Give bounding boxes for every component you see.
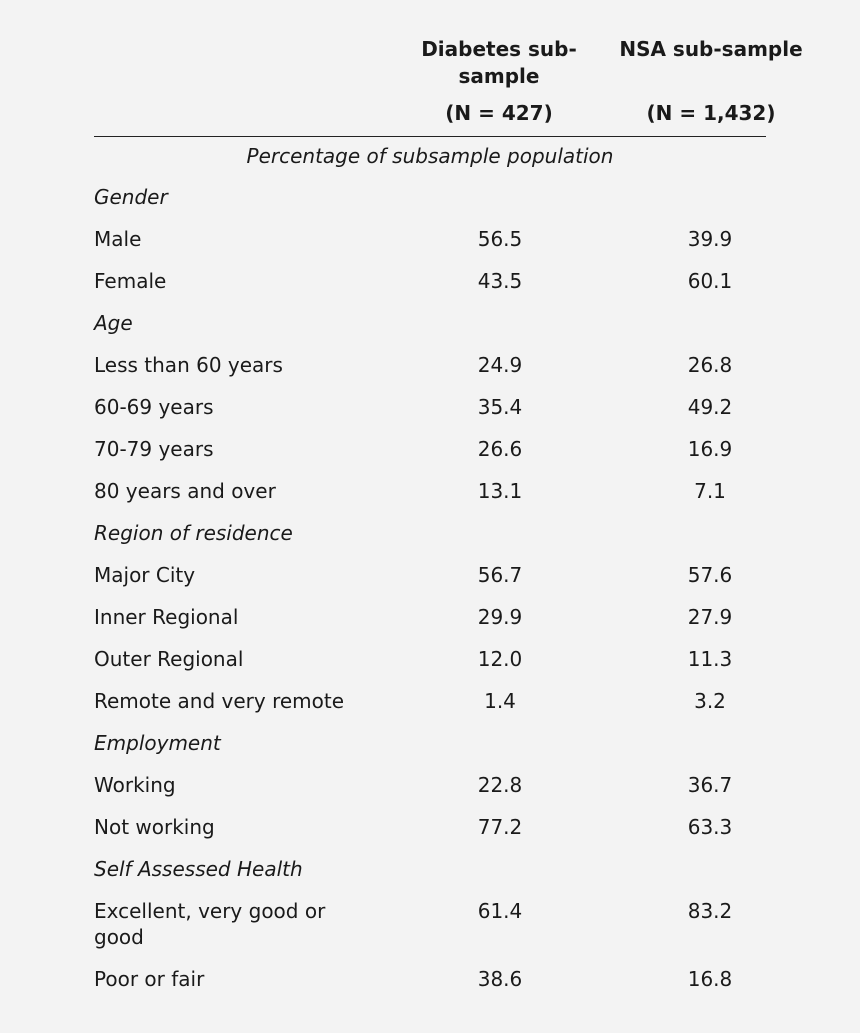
section-heading-row — [94, 310, 766, 352]
table-body — [94, 184, 766, 1008]
cell-nsa: 11.3 — [687, 647, 733, 671]
cell-diabetes: 38.6 — [477, 967, 523, 991]
column-n-nsa: (N = 1,432) — [646, 101, 776, 125]
data-table — [94, 0, 803, 991]
column-n-diabetes: (N = 427) — [445, 101, 553, 125]
table-header — [94, 0, 803, 137]
cell-diabetes: 24.9 — [477, 353, 523, 377]
row-label: Remote and very remote — [94, 689, 345, 713]
table-row — [94, 688, 766, 730]
section-heading-row — [94, 856, 766, 898]
row-label: Female — [94, 269, 167, 293]
section-heading: Age — [94, 311, 133, 335]
section-heading: Self Assessed Health — [94, 857, 303, 881]
cell-diabetes: 61.4 — [477, 899, 523, 923]
table-row — [94, 966, 766, 1008]
column-header-diabetes — [404, 36, 594, 125]
table-row — [94, 646, 766, 688]
row-label: Male — [94, 227, 142, 251]
cell-nsa: 83.2 — [687, 899, 733, 923]
cell-nsa: 3.2 — [694, 689, 726, 713]
cell-diabetes: 22.8 — [477, 773, 523, 797]
cell-diabetes: 13.1 — [477, 479, 523, 503]
row-label: Excellent, very good or good — [94, 899, 326, 949]
row-label: Less than 60 years — [94, 353, 283, 377]
cell-nsa: 36.7 — [687, 773, 733, 797]
cell-diabetes: 43.5 — [477, 269, 523, 293]
cell-diabetes: 35.4 — [477, 395, 523, 419]
cell-diabetes: 29.9 — [477, 605, 523, 629]
cell-nsa: 16.8 — [687, 967, 733, 991]
table-row — [94, 898, 766, 966]
column-title-diabetes: Diabetes sub-sample — [421, 37, 577, 88]
table-row — [94, 772, 766, 814]
cell-diabetes: 77.2 — [477, 815, 523, 839]
cell-nsa: 60.1 — [687, 269, 733, 293]
cell-nsa: 26.8 — [687, 353, 733, 377]
cell-nsa: 49.2 — [687, 395, 733, 419]
cell-nsa: 57.6 — [687, 563, 733, 587]
column-title-nsa: NSA sub-sample — [619, 37, 803, 61]
row-label: 70-79 years — [94, 437, 214, 461]
column-header-nsa — [616, 36, 806, 125]
table-row — [94, 604, 766, 646]
cell-diabetes: 12.0 — [477, 647, 523, 671]
cell-nsa: 7.1 — [694, 479, 726, 503]
row-label: Outer Regional — [94, 647, 244, 671]
section-heading: Employment — [94, 731, 221, 755]
section-heading-row — [94, 730, 766, 772]
table-caption: Percentage of subsample population — [246, 144, 614, 168]
cell-nsa: 39.9 — [687, 227, 733, 251]
cell-diabetes: 1.4 — [484, 689, 516, 713]
table-row — [94, 436, 766, 478]
table-row — [94, 268, 766, 310]
cell-diabetes: 26.6 — [477, 437, 523, 461]
row-label: Working — [94, 773, 176, 797]
row-label: 80 years and over — [94, 479, 276, 503]
row-label: 60-69 years — [94, 395, 214, 419]
table-row — [94, 562, 766, 604]
row-label: Not working — [94, 815, 215, 839]
row-label: Poor or fair — [94, 967, 205, 991]
cell-nsa: 16.9 — [687, 437, 733, 461]
cell-diabetes: 56.7 — [477, 563, 523, 587]
row-label: Major City — [94, 563, 196, 587]
cell-diabetes: 56.5 — [477, 227, 523, 251]
section-heading-row — [94, 184, 766, 226]
section-heading: Region of residence — [94, 521, 293, 545]
table-row — [94, 478, 766, 520]
section-heading-row — [94, 520, 766, 562]
cell-nsa: 63.3 — [687, 815, 733, 839]
table-row — [94, 352, 766, 394]
table-row — [94, 814, 766, 856]
cell-nsa: 27.9 — [687, 605, 733, 629]
section-heading: Gender — [94, 185, 168, 209]
row-label: Inner Regional — [94, 605, 239, 629]
table-row — [94, 394, 766, 436]
table-row — [94, 226, 766, 268]
